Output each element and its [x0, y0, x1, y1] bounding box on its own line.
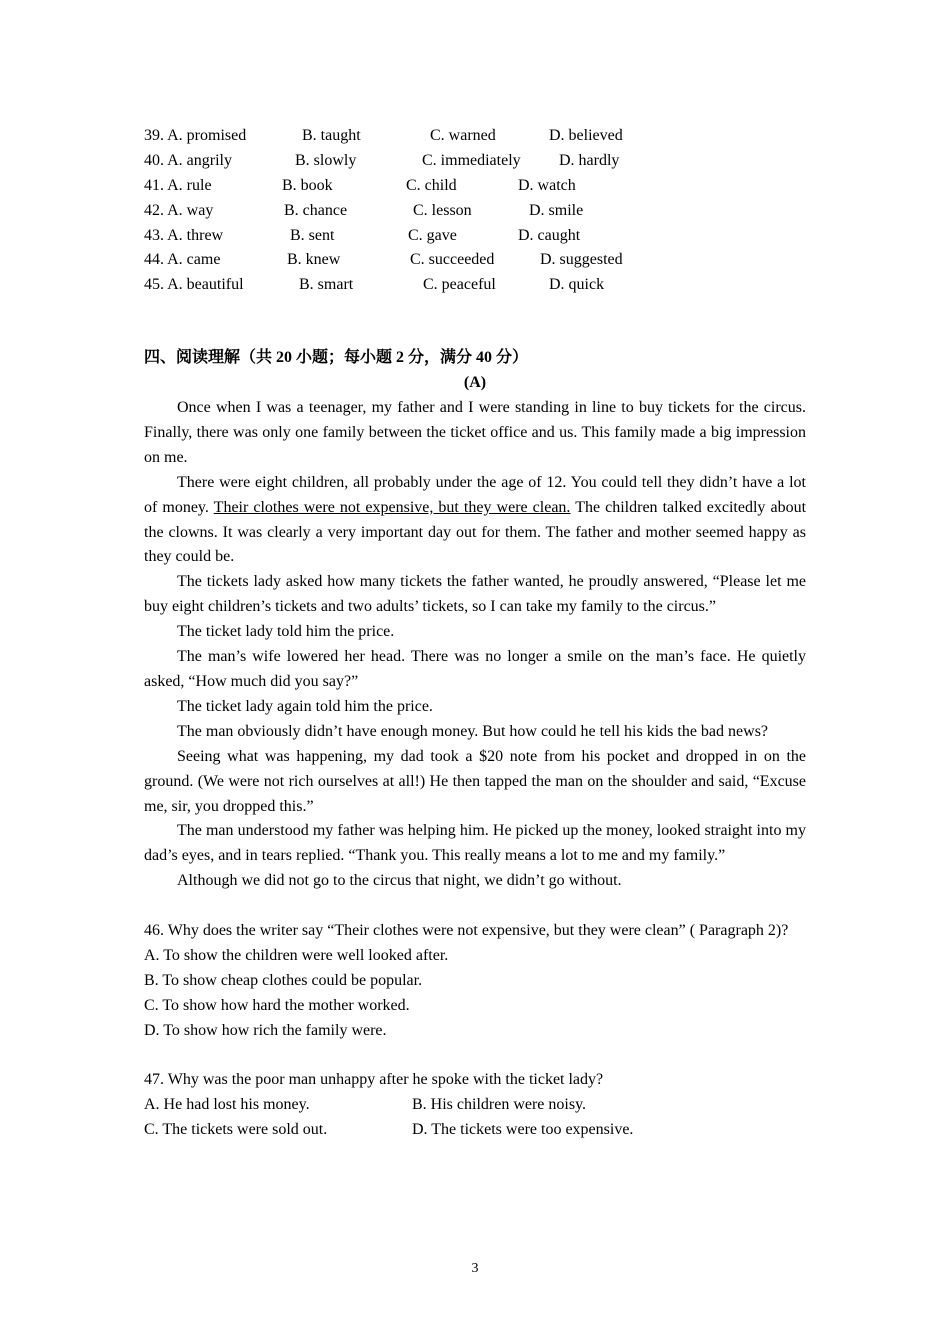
option-c: C. succeeded: [410, 251, 495, 269]
option-b: B. knew: [287, 251, 341, 269]
paragraph-9: The man understood my father was helping him. He picked up the money, looked straight into my dad’s eyes, and in tears replied. “Thank you. This really means a lot to me and my family.”: [144, 822, 806, 865]
option-c: C. warned: [430, 127, 496, 144]
option-row-40: [144, 149, 806, 174]
choice-a: A. To show the children were well looked after.: [144, 946, 449, 964]
option-a: 41. A. rule: [144, 176, 212, 194]
option-d: D. quick: [549, 276, 605, 294]
reading-passage: [144, 396, 806, 894]
paragraph-2-end: The children talked excitedly about the clowns. It was clearly a very important day out for them. The father and mother seemed happy as they could be.: [144, 498, 807, 566]
option-d: D. hardly: [559, 151, 620, 169]
option-a: 40. A. angrily: [144, 151, 232, 169]
option-b: B. taught: [302, 127, 361, 144]
paragraph-3: The tickets lady asked how many tickets the father wanted, he proudly answered, “Please let me buy eight children’s tickets and two adults’ tickets, so I can take my family to the circus.”: [144, 573, 806, 616]
choice-c: C. To show how hard the mother worked.: [144, 996, 410, 1014]
option-row-43: [144, 224, 806, 249]
option-c: C. peaceful: [423, 276, 496, 294]
option-b: B. sent: [290, 226, 335, 244]
paragraph-2-start: There were eight children, all probably under the age of 12. You could tell they didn’t have a lot of money.: [144, 473, 806, 516]
paragraph-6: The ticket lady again told him the price.: [177, 697, 433, 715]
option-d: D. believed: [549, 127, 623, 144]
paragraph-10: Although we did not go to the circus that night, we didn’t go without.: [177, 872, 622, 890]
choice-b: B. To show cheap clothes could be popular.: [144, 971, 423, 989]
option-row-39: [144, 124, 806, 149]
option-b: B. chance: [284, 201, 348, 219]
option-c: C. immediately: [422, 151, 521, 169]
paragraph-2: [144, 471, 806, 571]
choice-a: A. He had lost his money.: [144, 1096, 310, 1114]
paragraph-7: The man obviously didn’t have enough money. But how could he tell his kids the bad news?: [177, 722, 769, 740]
paragraph-5: The man’s wife lowered her head. There was no longer a smile on the man’s face. He quietly asked, “How much did you say?”: [144, 648, 806, 691]
question-text: 46. Why does the writer say “Their clothes were not expensive, but they were clean” ( Paragraph 2)?: [144, 922, 789, 940]
option-c: C. child: [406, 176, 457, 194]
option-a: 43. A. threw: [144, 226, 224, 244]
choice-d: D. The tickets were too expensive.: [412, 1121, 634, 1139]
paragraph-4: The ticket lady told him the price.: [177, 623, 395, 641]
section-title: 四、阅读理解（共 20 小题；每小题 2 分，满分 40 分）: [144, 349, 529, 367]
choice-row-1: [144, 1093, 806, 1118]
option-c: C. gave: [408, 226, 457, 244]
option-row-44: [144, 248, 806, 273]
option-a: 44. A. came: [144, 251, 221, 269]
underlined-sentence: Their clothes were not expensive, but they were clean.: [213, 498, 571, 516]
option-d: D. suggested: [540, 251, 623, 269]
question-47: [144, 1068, 806, 1143]
option-row-45: [144, 273, 806, 298]
option-a: 42. A. way: [144, 201, 214, 219]
option-b: B. slowly: [295, 151, 357, 169]
cloze-options: [144, 124, 806, 298]
passage-label: (A): [463, 374, 487, 392]
option-d: D. caught: [518, 226, 581, 244]
paragraph-1: Once when I was a teenager, my father and I were standing in line to buy tickets for the circus. Finally, there was only one family between the ticket office and us. This family made a big impression on me.: [144, 399, 806, 466]
question-text: 47. Why was the poor man unhappy after he spoke with the ticket lady?: [144, 1071, 604, 1089]
option-row-42: [144, 199, 806, 224]
option-a: 39. A. promised: [144, 127, 247, 144]
choice-row-2: [144, 1118, 806, 1143]
choice-b: B. His children were noisy.: [412, 1096, 587, 1114]
option-c: C. lesson: [413, 201, 472, 219]
exam-page: [144, 124, 806, 1143]
option-row-41: [144, 174, 806, 199]
option-b: B. book: [282, 176, 333, 194]
option-d: D. smile: [529, 201, 584, 219]
choice-d: D. To show how rich the family were.: [144, 1021, 387, 1039]
choice-c: C. The tickets were sold out.: [144, 1121, 328, 1139]
option-b: B. smart: [299, 276, 354, 294]
option-a: 45. A. beautiful: [144, 276, 244, 294]
question-46: [144, 919, 806, 1044]
option-d: D. watch: [518, 176, 576, 194]
paragraph-8: Seeing what was happening, my dad took a $20 note from his pocket and dropped in on the ground. (We were not rich ourselves at all!) He then tapped the man on the shoulder and said, “Excuse me, sir, you dropped this.”: [144, 747, 806, 815]
page-number: 3: [471, 1261, 479, 1276]
